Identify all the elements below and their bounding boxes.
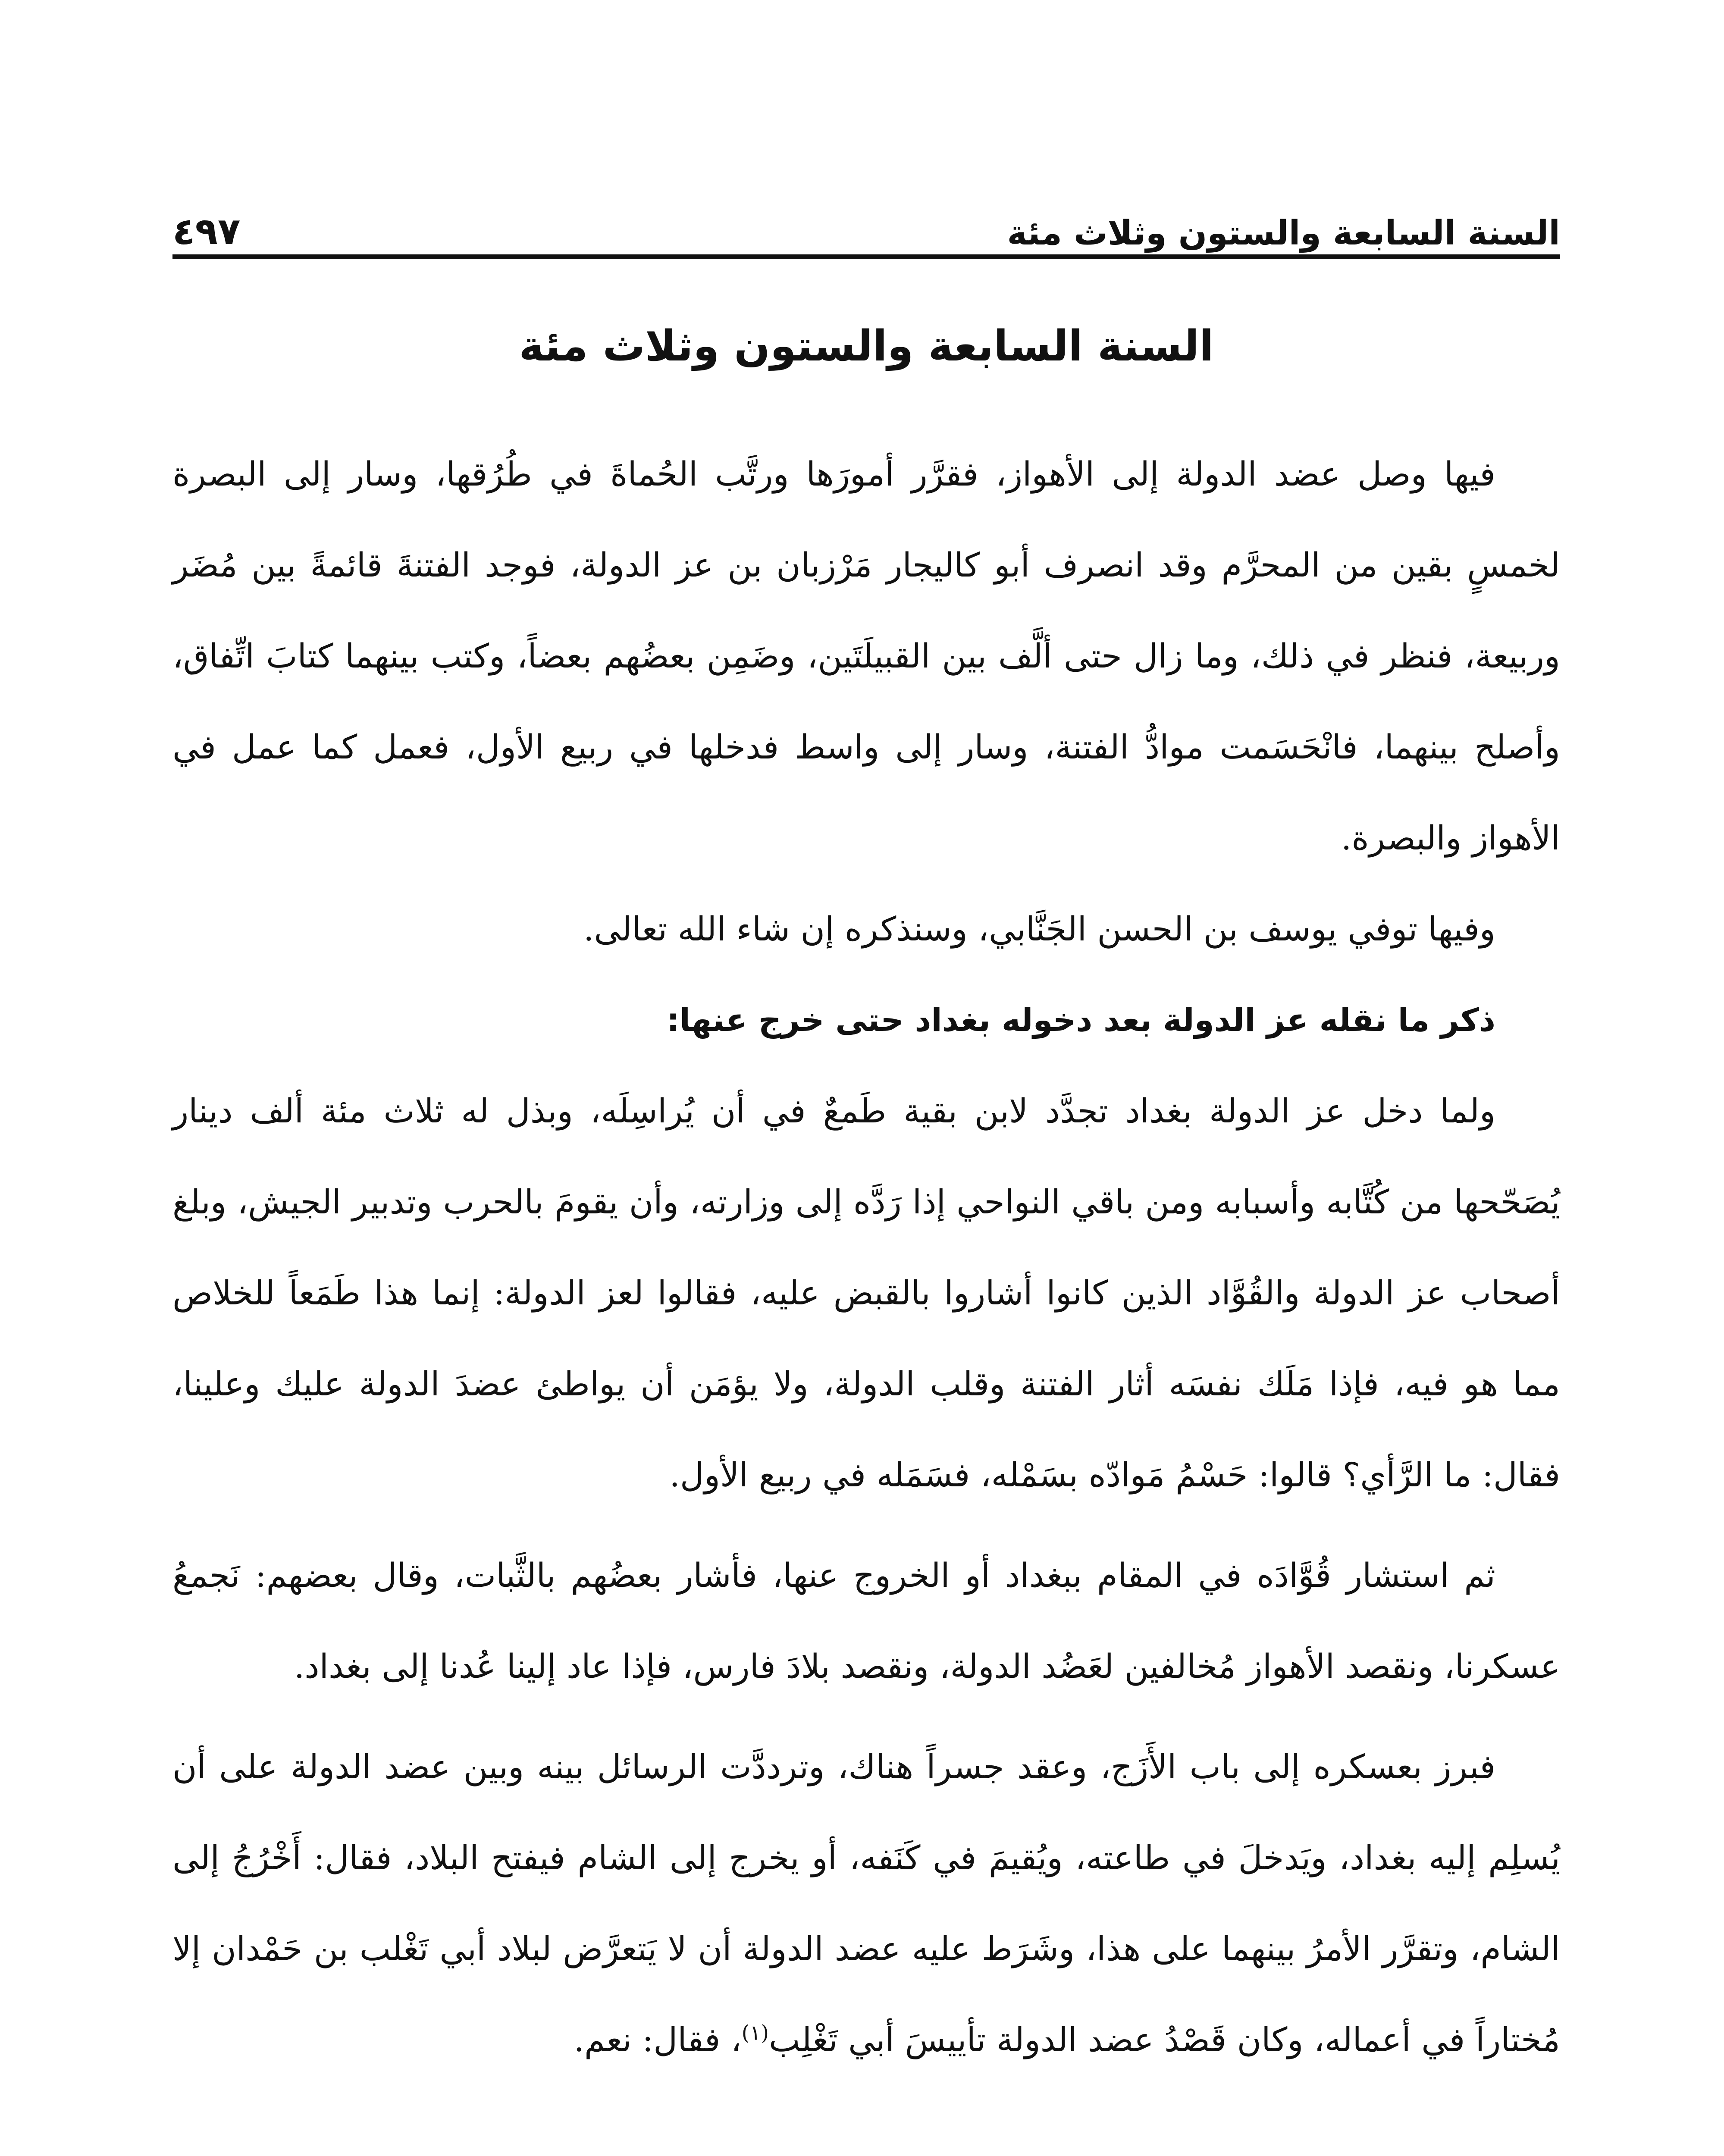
running-title: السنة السابعة والستون وثلاث مئة	[1007, 214, 1560, 253]
body-text	[172, 429, 1560, 2086]
paragraph-with-footnote	[172, 1722, 1560, 2086]
paragraph: وفيها توفي يوسف بن الحسن الجَنَّابي، وسنذكره إن شاء الله تعالى.	[583, 910, 1495, 949]
paragraph: ولما دخل عز الدولة بغداد تجدَّد لابن بقية طَمعٌ في أن يُراسِلَه، وبذل له ثلاث مئة ألف دينار يُصَحّحها من كُتَّابه وأسبابه ومن باقي النواحي إذا رَدَّه إلى وزارته، وأن يقومَ بالحرب وتدبير الجيش، وبلغ أصحاب عز الدولة والقُوَّاد الذين كانوا أشاروا بالقبض عليه، فقالوا لعز الدولة: إنما هذا طَمَعاً للخلاص مما هو فيه، فإذا مَلَك نفسَه أثار الفتنة وقلب الدولة، ولا يؤمَن أن يواطئ عضدَ الدولة عليك وعلينا، فقال: ما الرَّأي؟ قالوا: حَسْمُ مَوادّه بسَمْله، فسَمَله في ربيع الأول.	[172, 1092, 1560, 1495]
header-rule	[172, 254, 1560, 259]
running-header	[172, 190, 1560, 253]
paragraph: ثم استشار قُوَّادَه في المقام ببغداد أو الخروج عنها، فأشار بعضُهم بالثَّبات، وقال بعضهم: نَجمعُ عسكرنا، ونقصد الأهواز مُخالفين لعَضُد الدولة، ونقصد بلادَ فارس، فإذا عاد إلينا عُدنا إلى بغداد.	[172, 1557, 1560, 1686]
footnote-reference[interactable]: (١)	[741, 2021, 769, 2045]
page-number: ٤٩٧	[172, 210, 241, 253]
chapter-title: السنة السابعة والستون وثلاث مئة	[519, 322, 1214, 371]
paragraph-text: فبرز بعسكره إلى باب الأَزَج، وعقد جسراً هناك، وترددَّت الرسائل بينه وبين عضد الدولة على أن يُسلِم إليه بغداد، ويَدخلَ في طاعته، ويُقيمَ في كَنَفه، أو يخرج إلى الشام فيفتح البلاد، فقال: أَخْرُجُ إلى الشام، وتقرَّر الأمرُ بينهما على هذا، وشَرَط عليه عضد الدولة أن لا يَتعرَّض لبلاد أبي تَغْلب بن حَمْدان إلا مُختاراً في أعماله، وكان قَصْدُ عضد الدولة تأييسَ أبي تَغْلِب	[172, 1748, 1560, 2059]
section-heading: ذكر ما نقله عز الدولة بعد دخوله بغداد حتى خرج عنها:	[667, 1002, 1495, 1039]
paragraph-tail: ، فقال: نعم.	[574, 2021, 742, 2059]
paragraph: فيها وصل عضد الدولة إلى الأهواز، فقرَّر أمورَها ورتَّب الحُماةَ في طُرُقها، وسار إلى البصرة لخمسٍ بقين من المحرَّم وقد انصرف أبو كاليجار مَرْزبان بن عز الدولة، فوجد الفتنةَ قائمةً بين مُضَر وربيعة، فنظر في ذلك، وما زال حتى ألَّف بين القبيلَتَين، وضَمِن بعضُهم بعضاً، وكتب بينهما كتابَ اتِّفاق، وأصلح بينهما، فانْحَسَمت موادُّ الفتنة، وسار إلى واسط فدخلها في ربيع الأول، فعمل كما عمل في الأهواز والبصرة.	[172, 455, 1560, 858]
